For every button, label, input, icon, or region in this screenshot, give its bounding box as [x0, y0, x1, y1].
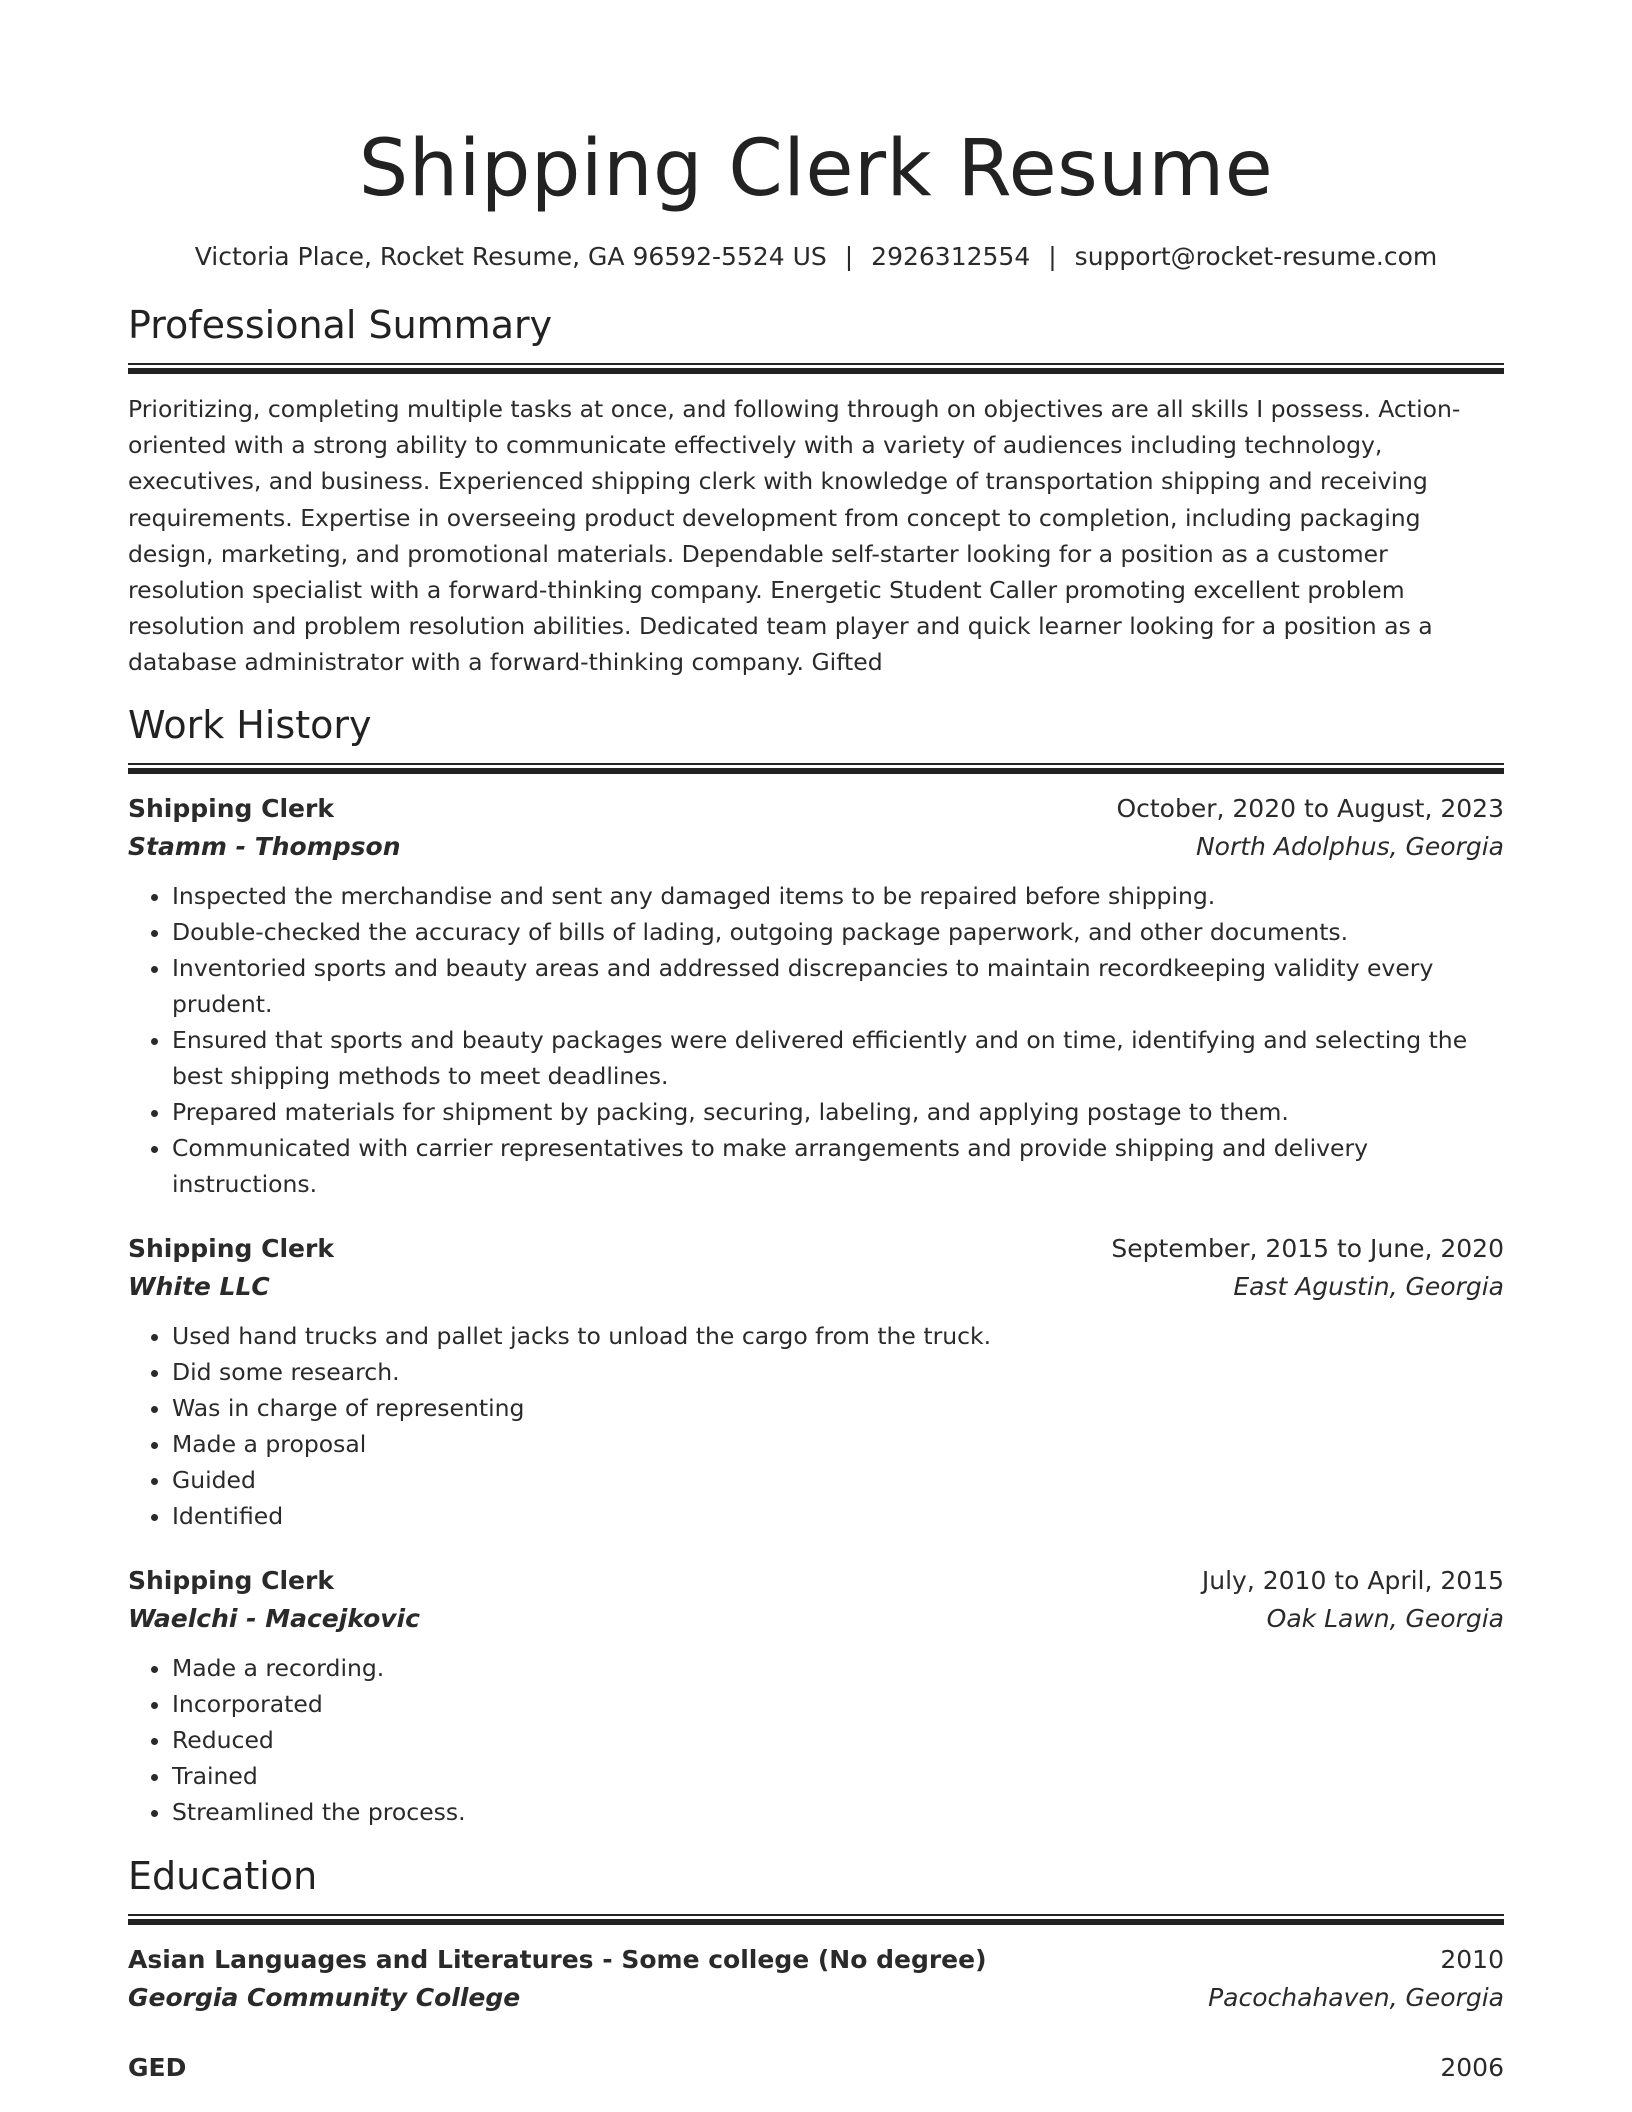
job-company: Waelchi - Macejkovic: [128, 1603, 420, 1633]
contact-address: Victoria Place, Rocket Resume, GA 96592-5524 US: [194, 242, 827, 271]
job-title: Shipping Clerk: [128, 793, 334, 823]
education-section: [128, 1852, 1504, 2087]
job-bullets: [128, 878, 1504, 1202]
education-school: Georgia Community College: [128, 1982, 521, 2012]
job-location: East Agustin, Georgia: [1233, 1271, 1504, 1301]
summary-text: Prioritizing, completing multiple tasks at once, and following through on objectives are all skills I possess. Action-oriented with a strong ability to communicate effectively with a variety of audiences including technology, executives, and business. Experienced shipping clerk with knowledge of transportation shipping and receiving requirements. Expertise in overseeing product development from concept to completion, including packaging design, marketing, and promotional materials. Dependable self-starter looking for a position as a customer resolution specialist with a forward-thinking company. Energetic Student Caller promoting excellent problem resolution and problem resolution abilities. Dedicated team player and quick learner looking for a position as a database administrator with a forward-thinking company. Gifted: [128, 395, 1461, 677]
section-divider: [128, 763, 1504, 774]
bullet-item: • Streamlined the process.: [172, 1794, 1504, 1830]
job-title: Shipping Clerk: [128, 1565, 334, 1595]
job-title: Shipping Clerk: [128, 1233, 334, 1263]
bullet-item: • Inspected the merchandise and sent any damaged items to be repaired before shipping.: [172, 878, 1504, 914]
job-company: Stamm - Thompson: [128, 831, 401, 861]
bullet-item: • Double-checked the accuracy of bills of lading, outgoing package paperwork, and other documents.: [172, 914, 1504, 950]
contact-phone: 2926312554: [871, 242, 1031, 271]
education-year: 2010: [1440, 1944, 1504, 1974]
job-dates: September, 2015 to June, 2020: [1111, 1233, 1504, 1263]
section-title-education: Education: [128, 1853, 318, 1898]
job-company: White LLC: [128, 1271, 270, 1301]
job-bullets: [128, 1318, 1504, 1534]
education-location: Pacochahaven, Georgia: [1208, 1982, 1504, 2012]
bullet-item: • Used hand trucks and pallet jacks to unload the cargo from the truck.: [172, 1318, 1504, 1354]
bullet-item: • Trained: [172, 1758, 1504, 1794]
job-location: Oak Lawn, Georgia: [1266, 1603, 1504, 1633]
contact-line: [128, 240, 1504, 274]
bullet-item: • Reduced: [172, 1722, 1504, 1758]
bullet-item: • Made a proposal: [172, 1426, 1504, 1462]
contact-email: support@rocket-resume.com: [1074, 242, 1438, 271]
bullet-item: • Communicated with carrier representatives to make arrangements and provide shipping and delivery instructions.: [172, 1130, 1504, 1202]
job-bullets: [128, 1650, 1504, 1830]
contact-separator: |: [844, 242, 854, 271]
education-entry: [128, 2049, 1504, 2087]
bullet-item: • Made a recording.: [172, 1650, 1504, 1686]
section-divider: [128, 1914, 1504, 1925]
bullet-item: • Guided: [172, 1462, 1504, 1498]
job-dates: October, 2020 to August, 2023: [1116, 793, 1504, 823]
section-title-work-history: Work History: [128, 702, 372, 747]
education-degree: Asian Languages and Literatures - Some college (No degree): [128, 1944, 987, 1974]
education-entry: [128, 1941, 1504, 2017]
section-divider: [128, 363, 1504, 374]
bullet-item: • Was in charge of representing: [172, 1390, 1504, 1426]
education-degree: GED: [128, 2052, 187, 2082]
resume-title: Shipping Clerk Resume: [358, 124, 1274, 214]
bullet-item: • Ensured that sports and beauty packages were delivered efficiently and on time, identifying and selecting the best shipping methods to meet deadlines.: [172, 1022, 1504, 1094]
contact-separator: |: [1048, 242, 1057, 271]
work-history-section: [128, 701, 1504, 1830]
job-dates: July, 2010 to April, 2015: [1201, 1565, 1504, 1595]
summary-section: [128, 301, 1504, 681]
education-year: 2006: [1440, 2052, 1504, 2082]
resume-page: [128, 0, 1504, 2087]
section-title-summary: Professional Summary: [128, 303, 553, 347]
bullet-item: • Identified: [172, 1498, 1504, 1534]
bullet-item: • Did some research.: [172, 1354, 1504, 1390]
job-entry: [128, 1230, 1504, 1534]
bullet-item: • Incorporated: [172, 1686, 1504, 1722]
job-entry: [128, 1562, 1504, 1830]
bullet-item: • Prepared materials for shipment by packing, securing, labeling, and applying postage to them.: [172, 1094, 1504, 1130]
job-entry: [128, 790, 1504, 1202]
job-location: North Adolphus, Georgia: [1195, 831, 1504, 861]
bullet-item: • Inventoried sports and beauty areas and addressed discrepancies to maintain recordkeeping validity every prudent.: [172, 950, 1504, 1022]
